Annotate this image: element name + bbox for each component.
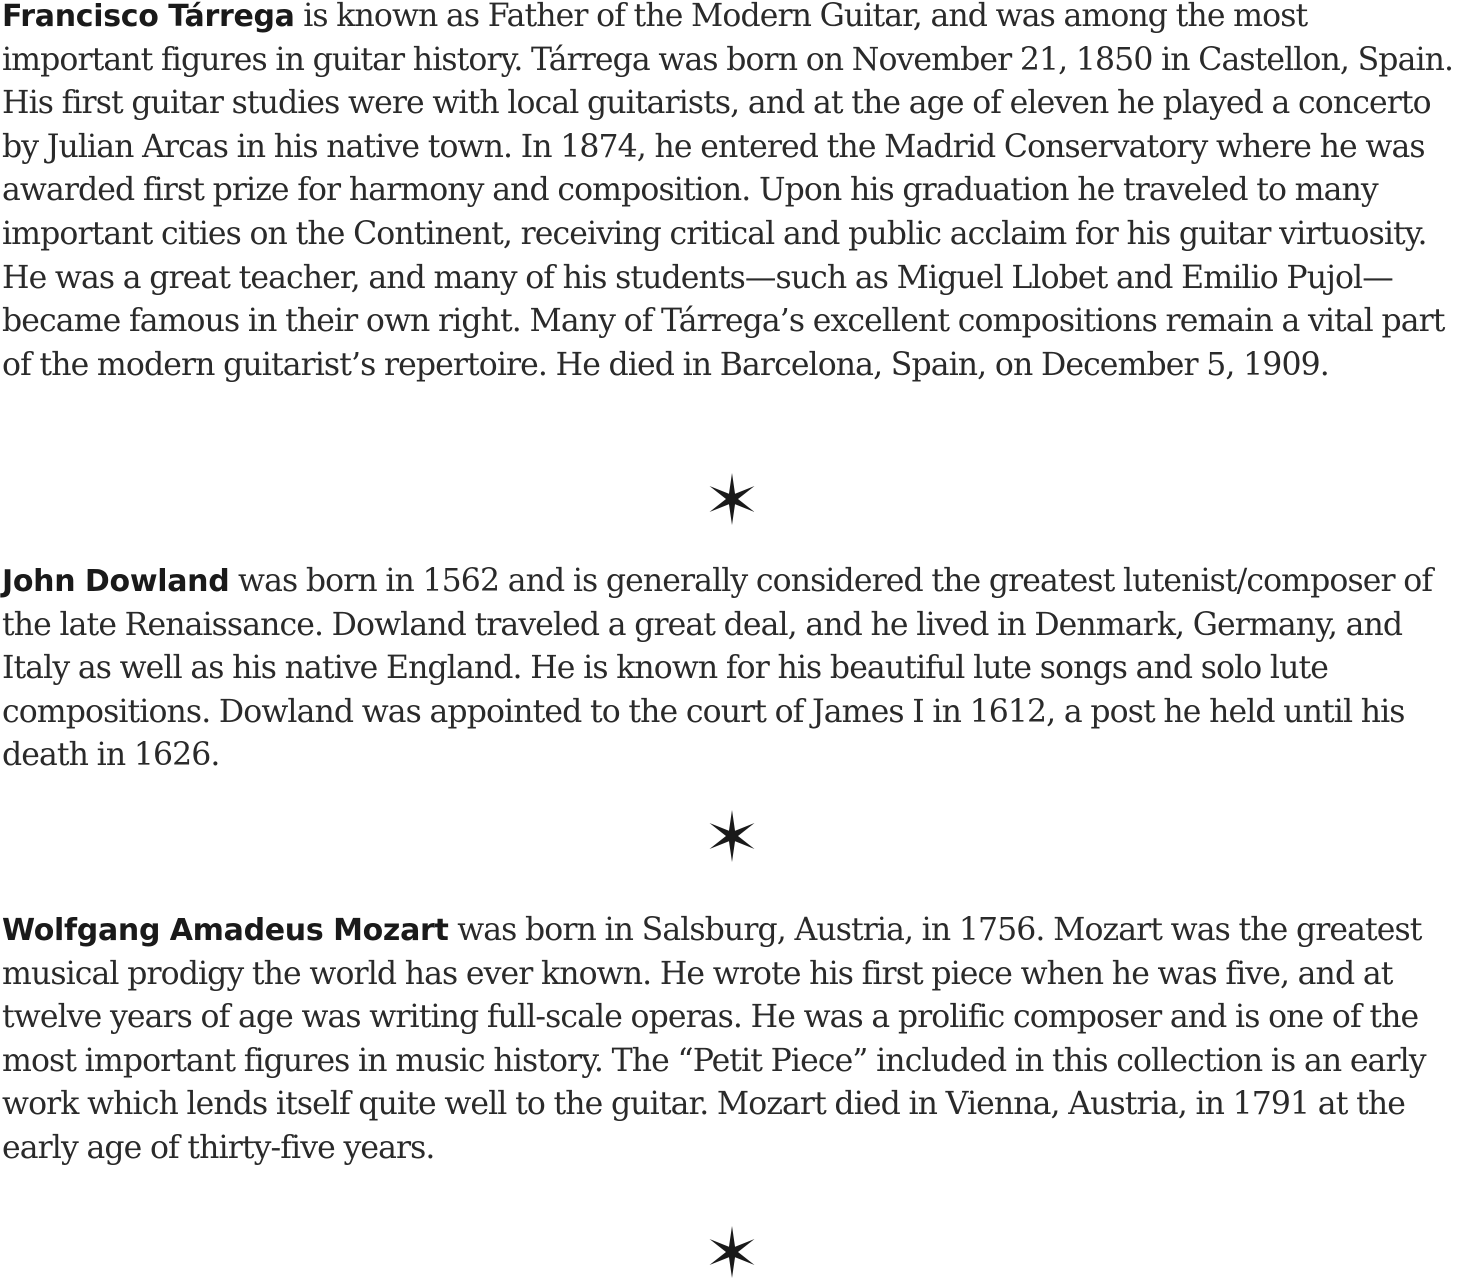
composer-name: John Dowland [2, 564, 230, 599]
composer-name: Francisco Tárrega [2, 0, 295, 34]
bio-paragraph-dowland [2, 560, 1455, 778]
composer-name: Wolfgang Amadeus Mozart [2, 913, 449, 948]
bio-text: was born in Salsburg, Austria, in 1756. Mozart was the greatest musical prodigy the world has ever known. He wrote his first piece when he was five, and at twelve years of age was writing full-scale operas. He was a prolific composer and is one of the most important figures in music history. The “Petit Piece” included in this collection is an early work which lends itself quite well to the guitar. Mozart died in Vienna, Austria, in 1791 at the early age of thirty-five years. [2, 912, 1426, 1166]
bio-paragraph-tarrega [2, 0, 1455, 387]
asterisk-separator-icon [704, 808, 760, 864]
bio-text: is known as Father of the Modern Guitar, and was among the most important figures in guitar history. Tárrega was born on November 21, 1850 in Castellon, Spain. His first guitar studies were with local guitarists, and at the age of eleven he played a concerto by Julian Arcas in his native town. In 1874, he entered the Madrid Conservatory where he was awarded first prize for harmony and composition. Upon his graduation he traveled to many important cities on the Continent, receiving critical and public acclaim for his guitar virtuosity. He was a great teacher, and many of his students—such as Miguel Llobet and Emilio Pujol—became famous in their own right. Many of Tárrega’s excellent compositions remain a vital part of the modern guitarist’s repertoire. He died in Barcelona, Spain, on December 5, 1909. [2, 0, 1454, 383]
composer-bios-page [2, 0, 1455, 1280]
bio-text: was born in 1562 and is generally considered the greatest lutenist/composer of the late Renaissance. Dowland traveled a great deal, and he lived in Denmark, Germany, and Italy as well as his native England. He is known for his beautiful lute songs and solo lute compositions. Dowland was appointed to the court of James I in 1612, a post he held until his death in 1626. [2, 563, 1433, 774]
bio-paragraph-mozart [2, 909, 1455, 1171]
asterisk-separator-icon [704, 1224, 760, 1280]
asterisk-separator-icon [704, 471, 760, 527]
